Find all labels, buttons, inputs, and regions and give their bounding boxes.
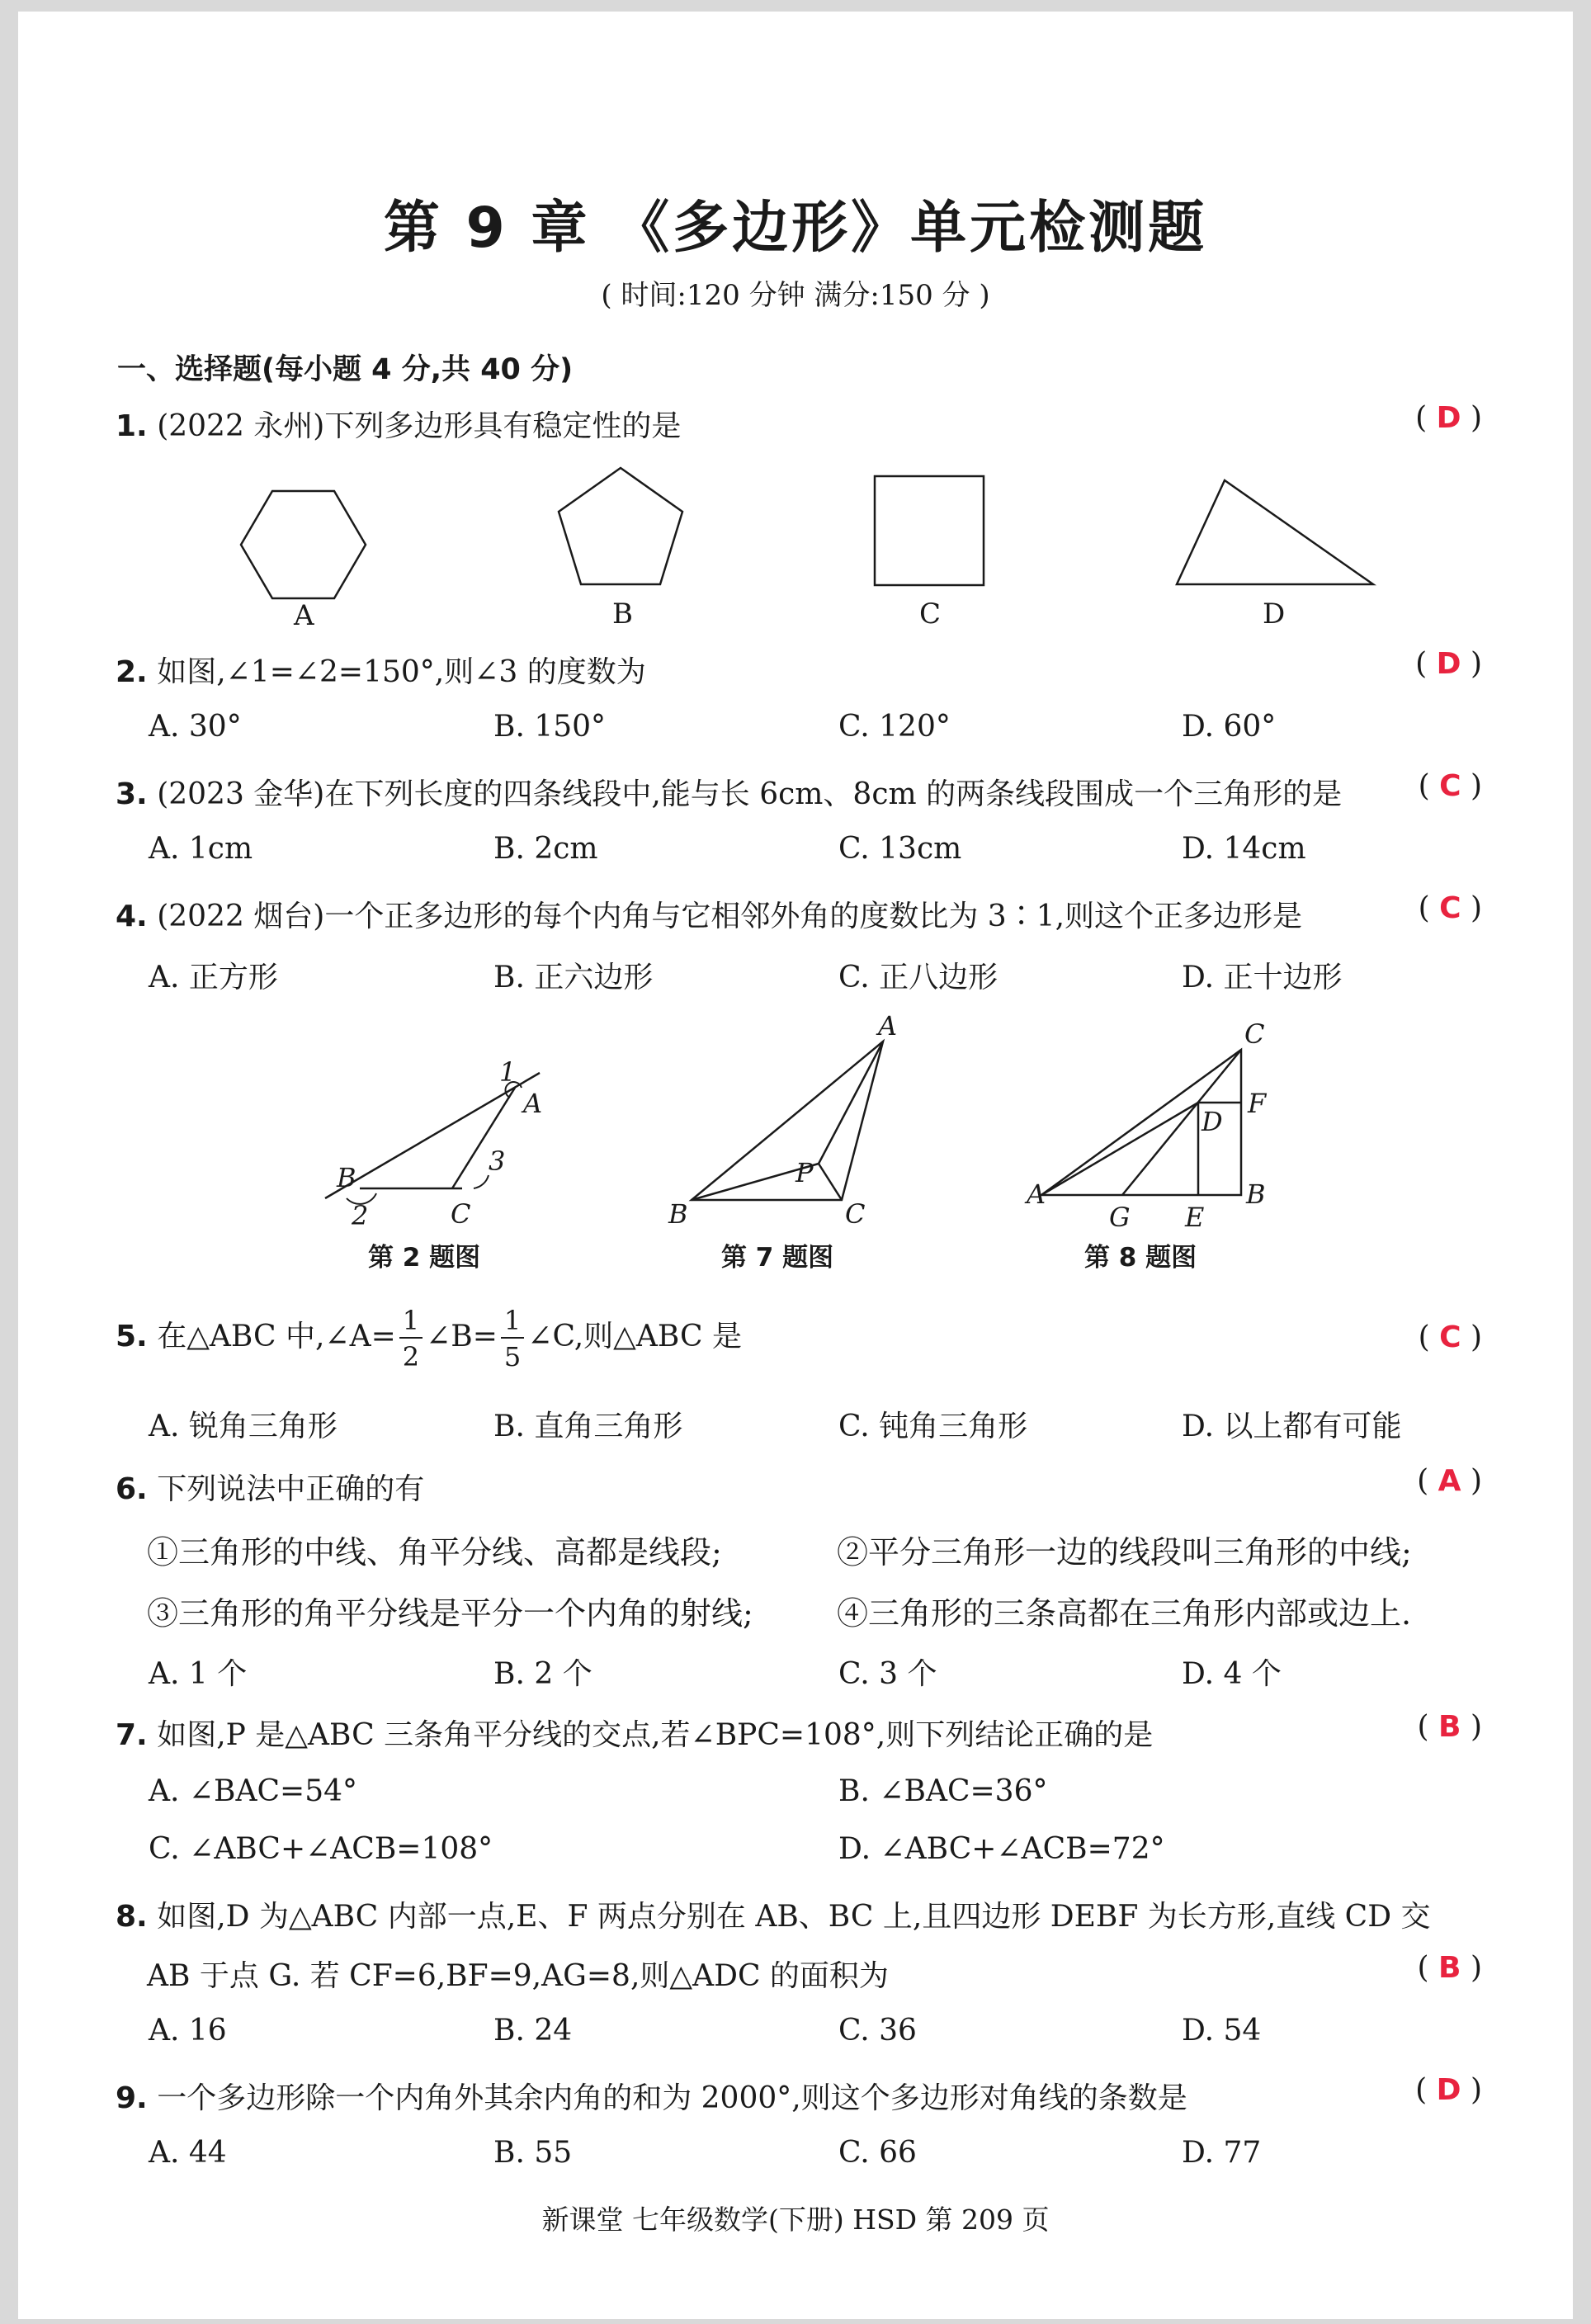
answer-9: ( D ) [1415,2073,1482,2107]
answer-letter: B [1438,1710,1461,1744]
answer-letter: C [1439,1320,1461,1354]
fig8-label-g: G [1109,1202,1131,1233]
answer-1: ( D ) [1415,401,1482,435]
question-text: 下列说法中正确的有 [157,1472,425,1506]
question-text: 如图,∠1=∠2=150°,则∠3 的度数为 [157,655,646,689]
q9-option-c: C. 66 [838,2136,917,2170]
page-title: 第 9 章 《多边形》单元检测题 [383,196,1208,261]
question-text: (2022 烟台)一个正多边形的每个内角与它相邻外角的度数比为 3∶1,则这个正多边形是 [157,900,1303,933]
answer-3: ( C ) [1418,769,1482,803]
answer-6: ( A ) [1417,1464,1482,1498]
q4-option-c: C. 正八边形 [838,961,999,994]
fraction-one-half: $\frac{1}{2}$ [399,1307,423,1370]
fig8-label-c: C [1244,1018,1265,1050]
q6-statement-3: ③三角形的角平分线是平分一个内角的射线; [147,1595,753,1632]
q5-option-a: A. 锐角三角形 [149,1410,338,1443]
fig8-label-a: A [1027,1179,1046,1210]
question-3 [116,771,1342,813]
question-number: 3. [116,777,148,811]
question-5 [116,1307,742,1370]
question-number: 7. [116,1718,148,1752]
shape-label-b: B [612,598,633,631]
fig2-label-3: 3 [489,1145,506,1177]
q3-option-a: A. 1cm [149,832,253,866]
question-text-a: 在△ABC 中,∠A= [157,1320,396,1353]
hexagon-shape [241,491,366,598]
question-text: 如图,P 是△ABC 三条角平分线的交点,若∠BPC=108°,则下列结论正确的是 [157,1718,1154,1752]
figures-row [0,1007,1591,1254]
figure-2 [325,1056,542,1231]
shape-label-c: C [919,598,942,631]
question-text-b: ∠B= [426,1320,498,1353]
answer-letter: A [1438,1464,1461,1498]
q5-option-d: D. 以上都有可能 [1182,1410,1402,1443]
figure-2-caption: 第 2 题图 [368,1243,481,1273]
fig2-label-b: B [337,1162,356,1193]
question-text: (2023 金华)在下列长度的四条线段中,能与长 6cm、8cm 的两条线段围成一个三角形的是 [157,777,1343,811]
q6-option-d: D. 4 个 [1182,1657,1282,1691]
question-number: 8. [116,1900,148,1934]
answer-7: ( B ) [1417,1710,1482,1744]
q6-option-a: A. 1 个 [149,1657,248,1691]
fig7-label-c: C [845,1198,866,1230]
figure-8 [1024,1018,1268,1233]
question-7 [116,1712,1153,1754]
question-number: 4. [116,900,148,933]
fig8-label-f: F [1248,1088,1267,1119]
q5-option-c: C. 钝角三角形 [838,1410,1028,1443]
q7-option-b: B. ∠BAC=36° [838,1774,1048,1808]
q3-option-b: B. 2cm [493,832,598,866]
question-text-c: ∠C,则△ABC 是 [527,1320,742,1353]
q6-option-b: B. 2 个 [493,1657,592,1691]
question-number: 6. [116,1472,148,1506]
section-heading: 一、选择题(每小题 4 分,共 40 分) [117,353,574,386]
question-number: 9. [116,2081,148,2115]
q6-statement-4: ④三角形的三条高都在三角形内部或边上. [837,1595,1412,1632]
fig2-label-c: C [451,1198,471,1230]
fig7-label-b: B [668,1198,688,1230]
figure-7 [668,1010,897,1230]
q3-option-c: C. 13cm [838,832,962,866]
question-6 [116,1466,424,1508]
answer-letter: B [1438,1951,1461,1985]
shape-label-d: D [1263,598,1286,631]
q4-option-b: B. 正六边形 [493,961,654,994]
question-text: 如图,D 为△ABC 内部一点,E、F 两点分别在 AB、BC 上,且四边形 DEBF 为长方形,直线 CD 交 [157,1900,1431,1934]
q3-option-d: D. 14cm [1182,832,1306,866]
question-9 [116,2075,1187,2117]
figure-7-caption: 第 7 题图 [721,1243,834,1273]
answer-letter: D [1436,401,1461,435]
pentagon-shape [559,468,682,584]
fig7-label-a: A [878,1010,898,1042]
q7-option-d: D. ∠ABC+∠ACB=72° [838,1832,1165,1866]
question-number: 1. [116,409,148,443]
shape-label-a: A [294,599,314,632]
question-8-line-1 [116,1893,1431,1935]
answer-2: ( D ) [1415,647,1482,681]
question-number: 2. [116,655,148,689]
fraction-one-fifth: $\frac{1}{5}$ [501,1307,524,1370]
q7-option-a: A. ∠BAC=54° [149,1774,358,1808]
q8-option-a: A. 16 [149,2014,227,2048]
question-2 [116,649,646,691]
answer-8: ( B ) [1417,1951,1482,1985]
answer-4: ( C ) [1418,891,1482,925]
page-subtitle: ( 时间:120 分钟 满分:150 分 ) [601,279,990,312]
figure-8-caption: 第 8 题图 [1084,1243,1197,1273]
answer-letter: D [1436,2073,1461,2107]
square-shape [875,476,984,585]
question-4 [116,893,1302,935]
q1-shapes-figure [0,0,1591,660]
fig8-label-b: B [1246,1179,1266,1210]
question-text: (2022 永州)下列多边形具有稳定性的是 [157,409,682,443]
q4-option-d: D. 正十边形 [1182,961,1343,994]
question-8-line-2: AB 于点 G. 若 CF=6,BF=9,AG=8,则△ADC 的面积为 [147,1959,889,1993]
page-footer: 新课堂 七年级数学(下册) HSD 第 209 页 [541,2204,1050,2236]
q4-option-a: A. 正方形 [149,961,278,994]
q2-option-a: A. 30° [149,710,242,744]
q8-option-c: C. 36 [838,2014,917,2048]
q2-option-c: C. 120° [838,710,951,744]
answer-5: ( C ) [1418,1320,1482,1354]
q8-option-b: B. 24 [493,2014,573,2048]
fig7-label-p: P [796,1157,814,1188]
q2-option-d: D. 60° [1182,710,1277,744]
q9-option-a: A. 44 [149,2136,227,2170]
q5-option-b: B. 直角三角形 [493,1410,683,1443]
fig8-label-e: E [1185,1202,1205,1233]
question-number: 5. [116,1320,148,1353]
answer-letter: C [1439,891,1461,925]
fig2-label-1: 1 [499,1056,517,1088]
fig2-label-a: A [523,1088,543,1119]
q9-option-d: D. 77 [1182,2136,1262,2170]
answer-letter: C [1439,769,1461,803]
triangle-shape [1177,480,1373,584]
question-text: 一个多边形除一个内角外其余内角的和为 2000°,则这个多边形对角线的条数是 [157,2081,1187,2115]
q6-option-c: C. 3 个 [838,1657,937,1691]
q9-option-b: B. 55 [493,2136,573,2170]
q6-statement-2: ②平分三角形一边的线段叫三角形的中线; [837,1534,1412,1571]
q6-statement-1: ①三角形的中线、角平分线、高都是线段; [147,1534,722,1571]
fig8-label-d: D [1202,1106,1223,1137]
q7-option-c: C. ∠ABC+∠ACB=108° [149,1832,493,1866]
q8-option-d: D. 54 [1182,2014,1262,2048]
fig2-label-2: 2 [352,1200,369,1231]
q2-option-b: B. 150° [493,710,607,744]
answer-letter: D [1436,647,1461,681]
